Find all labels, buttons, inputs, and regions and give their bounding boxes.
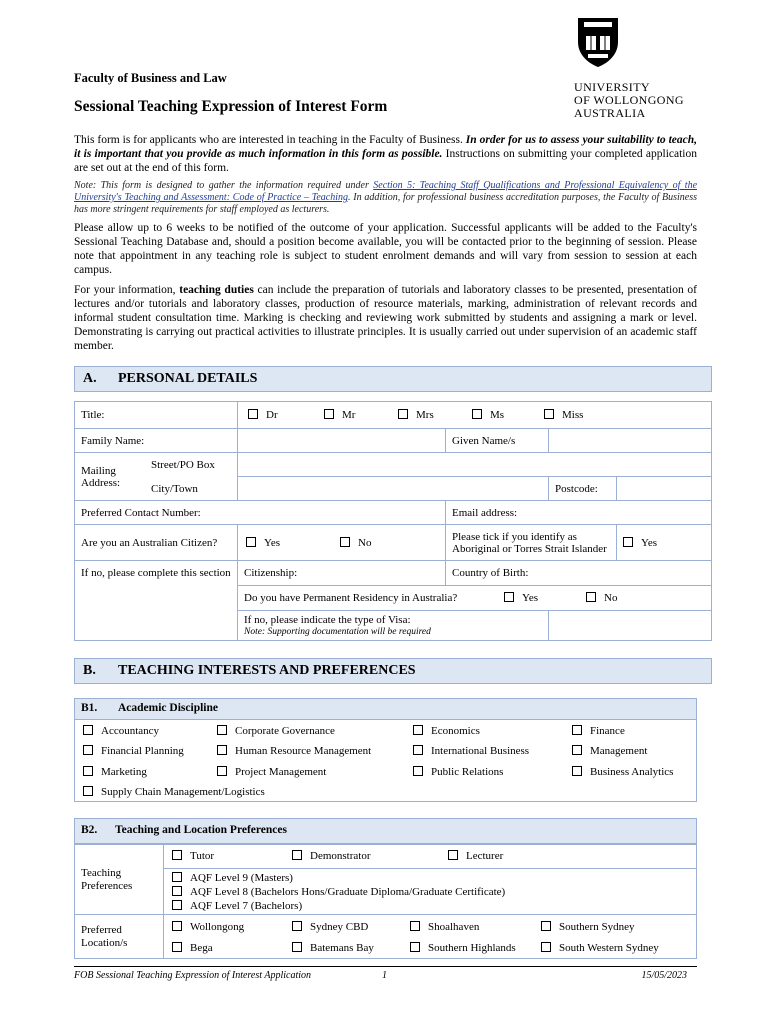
checkbox-icon	[172, 900, 182, 910]
checkbox-icon	[541, 921, 551, 931]
role-tutor[interactable]: Tutor	[172, 850, 214, 862]
family-name-label: Family Name:	[75, 429, 238, 453]
aboriginal-yes[interactable]: Yes	[617, 525, 712, 561]
discipline-hrm[interactable]: Human Resource Management	[217, 745, 371, 757]
discipline-business-analytics[interactable]: Business Analytics	[572, 766, 673, 778]
checkbox-icon	[572, 766, 582, 776]
checkbox-icon	[572, 725, 582, 735]
aqf-level-8[interactable]: AQF Level 8 (Bachelors Hons/Graduate Diploma/Graduate Certificate)	[172, 885, 690, 899]
postcode-field[interactable]	[617, 477, 712, 501]
checkbox-icon	[83, 745, 93, 755]
location-batemans-bay[interactable]: Batemans Bay	[292, 942, 374, 954]
discipline-international-business[interactable]: International Business	[413, 745, 529, 757]
checkbox-icon	[541, 942, 551, 952]
citizen-yes[interactable]: Yes	[246, 537, 280, 549]
section-b-header: B. TEACHING INTERESTS AND PREFERENCES	[74, 658, 712, 684]
title-option-ms[interactable]: Ms	[472, 409, 504, 421]
checkbox-icon	[340, 537, 350, 547]
form-title: Sessional Teaching Expression of Interest Form	[74, 98, 388, 115]
checkbox-icon	[623, 537, 633, 547]
discipline-financial-planning[interactable]: Financial Planning	[83, 745, 184, 757]
university-name: UNIVERSITY OF WOLLONGONG AUSTRALIA	[574, 80, 684, 120]
checkbox-icon	[410, 921, 420, 931]
faculty-name: Faculty of Business and Law	[74, 71, 227, 85]
aboriginal-question: Please tick if you identify as Aboriginal or Torres Strait Islander	[446, 525, 617, 561]
discipline-public-relations[interactable]: Public Relations	[413, 766, 503, 778]
title-option-mrs[interactable]: Mrs	[398, 409, 434, 421]
checkbox-icon	[586, 592, 596, 602]
role-demonstrator[interactable]: Demonstrator	[292, 850, 370, 862]
city-label: City/Town	[151, 483, 198, 495]
discipline-accountancy[interactable]: Accountancy	[83, 725, 159, 737]
checkbox-icon	[83, 725, 93, 735]
postcode-label: Postcode:	[549, 477, 617, 501]
discipline-economics[interactable]: Economics	[413, 725, 480, 737]
checkbox-icon	[504, 592, 514, 602]
discipline-marketing[interactable]: Marketing	[83, 766, 147, 778]
discipline-finance[interactable]: Finance	[572, 725, 625, 737]
title-label: Title:	[75, 402, 238, 429]
visa-note: Note: Supporting documentation will be required	[244, 626, 431, 637]
title-option-miss[interactable]: Miss	[544, 409, 583, 421]
location-south-western-sydney[interactable]: South Western Sydney	[541, 942, 659, 954]
title-options	[238, 402, 712, 429]
title-option-mr[interactable]: Mr	[324, 409, 355, 421]
checkbox-icon	[448, 850, 458, 860]
mailing-address-label: Mailing Address: Street/PO Box City/Town	[75, 453, 238, 501]
b2-header: B2. Teaching and Location Preferences	[74, 818, 697, 844]
code-of-practice-link[interactable]: Section 5: Teaching Staff Qualifications and Professional Equivalency of the University's Teaching and Assessment: Code of Practice – Teaching	[74, 180, 698, 203]
teaching-preferences-label: Teaching Preferences	[75, 845, 164, 915]
title-option-dr[interactable]: Dr	[248, 409, 278, 421]
role-options	[164, 845, 697, 869]
residency-yes[interactable]: Yes	[504, 592, 538, 604]
phone-label: Preferred Contact Number:	[75, 501, 446, 525]
location-southern-highlands[interactable]: Southern Highlands	[410, 942, 516, 954]
location-wollongong[interactable]: Wollongong	[172, 921, 244, 933]
country-of-birth-label: Country of Birth:	[446, 561, 712, 586]
checkbox-icon	[172, 921, 182, 931]
discipline-list	[74, 720, 697, 802]
checkbox-icon	[324, 409, 334, 419]
checkbox-icon	[248, 409, 258, 419]
b1-header: B1. Academic Discipline	[74, 698, 697, 720]
checkbox-icon	[172, 942, 182, 952]
given-names-label: Given Name/s	[446, 429, 549, 453]
checkbox-icon	[472, 409, 482, 419]
intro-paragraph: This form is for applicants who are interested in teaching in the Faculty of Business. In order for us to assess your suitability to teach, it is important that you provide as much information in this form as possible. Instructions on submitting your completed application are set out at the end of this form.	[74, 134, 697, 174]
crest-icon	[576, 16, 620, 68]
citizenship-label: Citizenship:	[238, 561, 446, 586]
aqf-options	[164, 869, 697, 915]
checkbox-icon	[413, 725, 423, 735]
teaching-preferences-table	[74, 844, 697, 959]
checkbox-icon	[292, 942, 302, 952]
discipline-supply-chain[interactable]: Supply Chain Management/Logistics	[83, 786, 265, 798]
email-label: Email address:	[446, 501, 712, 525]
city-field[interactable]	[238, 477, 549, 501]
discipline-corporate-governance[interactable]: Corporate Governance	[217, 725, 335, 737]
footer-title: FOB Sessional Teaching Expression of Interest Application	[74, 970, 312, 981]
checkbox-icon	[413, 745, 423, 755]
checkbox-icon	[246, 537, 256, 547]
location-southern-sydney[interactable]: Southern Sydney	[541, 921, 634, 933]
intro-note: Note: This form is designed to gather the information required under Section 5: Teaching Staff Qualifications and Professional Equivalency of the University's Teaching and Assessment: Code of Practice – Teaching. In addition, for professional business accreditation purposes, the Faculty of Business has more stringent requirements for staff employed as lecturers.	[74, 180, 698, 215]
street-label: Street/PO Box	[151, 459, 215, 471]
checkbox-icon	[292, 921, 302, 931]
page-number: 1	[382, 970, 387, 981]
discipline-project-management[interactable]: Project Management	[217, 766, 326, 778]
checkbox-icon	[83, 786, 93, 796]
checkbox-icon	[172, 850, 182, 860]
location-bega[interactable]: Bega	[172, 942, 213, 954]
citizen-no[interactable]: No	[340, 537, 371, 549]
location-sydney-cbd[interactable]: Sydney CBD	[292, 921, 368, 933]
if-no-label: If no, please complete this section	[75, 561, 238, 641]
notification-paragraph: Please allow up to 6 weeks to be notified of the outcome of your application. Successful applicants will be added to the Faculty's Sessional Teaching Database and, should a position become available, you will be contacted prior to the beginning of session. Please note that appointment in any teaching role is subject to student enrolment demands and will vary from session to session at each campus.	[74, 222, 697, 276]
checkbox-icon	[217, 725, 227, 735]
section-a-header: A. PERSONAL DETAILS	[74, 366, 712, 392]
preferred-location-label: Preferred Location/s	[75, 915, 164, 959]
page-footer	[74, 966, 697, 981]
discipline-management[interactable]: Management	[572, 745, 647, 757]
checkbox-icon	[83, 766, 93, 776]
checkbox-icon	[292, 850, 302, 860]
footer-date: 15/05/2023	[641, 970, 687, 981]
residency-no[interactable]: No	[586, 592, 617, 604]
street-field[interactable]	[238, 453, 712, 477]
university-logo	[574, 16, 704, 120]
duties-paragraph: For your information, teaching duties can include the preparation of tutorials and laboratory classes to be presented, presentation of lectures and/or tutorials and laboratory classes, production of resource materials, marking, administration of relevant records and informal student consultation time. Marking is checking and reviewing work submitted by students and assigning a mark or level. Demonstrating is carrying out practical activities to illustrate principles. It is usually carried out under supervision of an academic staff member.	[74, 284, 697, 352]
checkbox-icon	[172, 872, 182, 882]
checkbox-icon	[544, 409, 554, 419]
location-shoalhaven[interactable]: Shoalhaven	[410, 921, 479, 933]
citizen-question: Are you an Australian Citizen?	[75, 525, 238, 561]
given-names-field[interactable]	[549, 429, 712, 453]
visa-label: If no, please indicate the type of Visa: Note: Supporting documentation will be required	[238, 611, 549, 641]
citizen-options	[238, 525, 446, 561]
checkbox-icon	[410, 942, 420, 952]
checkbox-icon	[217, 766, 227, 776]
role-lecturer[interactable]: Lecturer	[448, 850, 503, 862]
residency-row: Do you have Permanent Residency in Australia? Yes No	[238, 586, 712, 611]
checkbox-icon	[398, 409, 408, 419]
checkbox-icon	[217, 745, 227, 755]
aqf-level-7[interactable]: AQF Level 7 (Bachelors)	[172, 899, 690, 913]
aqf-level-9[interactable]: AQF Level 9 (Masters)	[172, 871, 690, 885]
family-name-field[interactable]	[238, 429, 446, 453]
personal-details-table	[74, 401, 712, 641]
visa-field[interactable]	[549, 611, 712, 641]
checkbox-icon	[172, 886, 182, 896]
checkbox-icon	[572, 745, 582, 755]
location-options	[164, 915, 697, 959]
checkbox-icon	[413, 766, 423, 776]
